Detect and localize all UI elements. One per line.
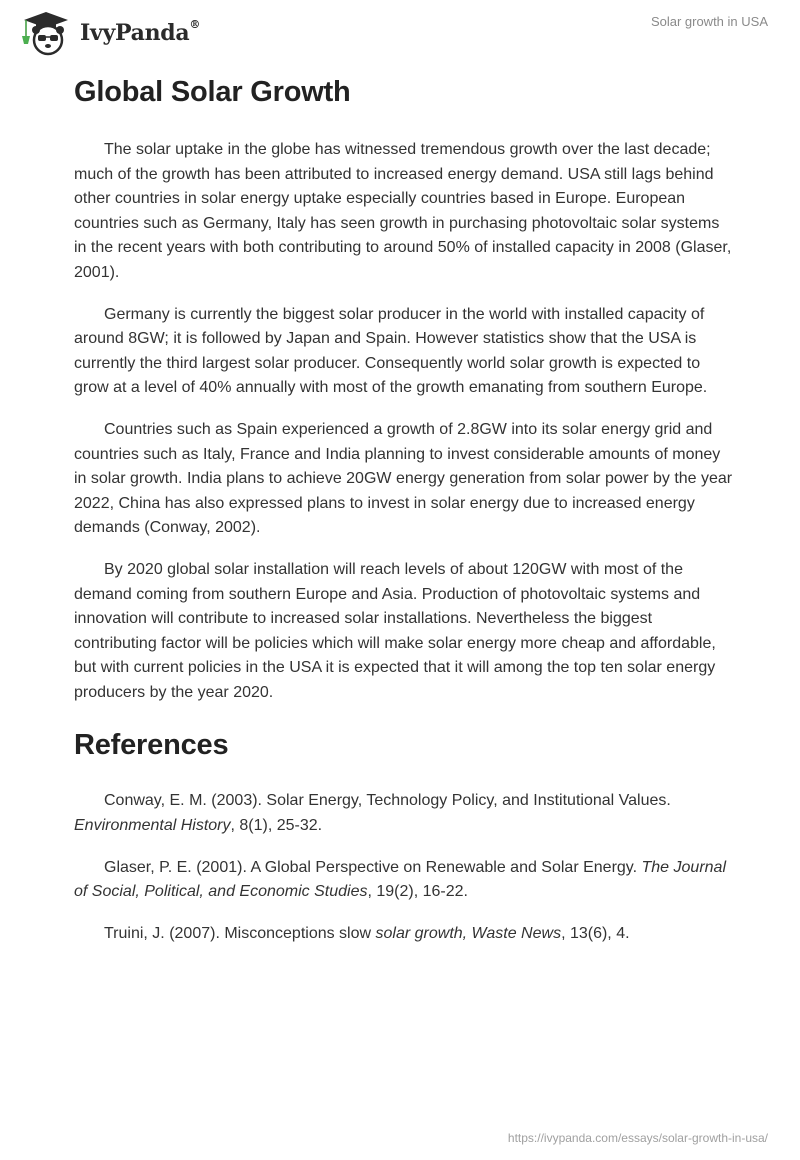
panda-graduate-icon xyxy=(16,10,76,56)
running-title: Solar growth in USA xyxy=(650,14,768,29)
brand-name: IvyPanda® xyxy=(80,18,201,46)
reference-item: Conway, E. M. (2003). Solar Energy, Technology Policy, and Institutional Values. Environmental History, 8(1), 25-32. xyxy=(74,792,671,835)
essay-content xyxy=(74,72,734,963)
body-paragraph: The solar uptake in the globe has witnessed tremendous growth over the last decade; much of the growth has been attributed to increased energy demand. USA still lags behind other countries in solar energy uptake especially countries based in Europe. European countries such as Germany, Italy has seen growth in purchasing photovoltaic solar systems in the recent years with both contributing to around 50% of installed capacity in 2008 (Glaser, 2001). xyxy=(74,141,732,281)
page-title: Global Solar Growth xyxy=(74,76,351,108)
reference-item: Glaser, P. E. (2001). A Global Perspective on Renewable and Solar Energy. The Journal of Social, Political, and Economic Studies, 19(2), 16-22. xyxy=(74,858,726,901)
source-url[interactable]: https://ivypanda.com/essays/solar-growth-in-usa/ xyxy=(507,1131,768,1145)
brand-logo[interactable] xyxy=(16,10,200,56)
reference-item: Truini, J. (2007). Misconceptions slow solar growth, Waste News, 13(6), 4. xyxy=(104,924,630,942)
page-header xyxy=(0,0,800,60)
body-paragraph: By 2020 global solar installation will reach levels of about 120GW with most of the demand coming from southern Europe and Asia. Production of photovoltaic systems and innovation will contribute to increased solar installations. Nevertheless the biggest contributing factor will be policies which will make solar energy more cheap and affordable, but with current policies in the USA it is expected that it will among the top ten solar energy producers by the year 2020. xyxy=(74,560,716,701)
body-paragraph: Germany is currently the biggest solar producer in the world with installed capacity of around 8GW; it is followed by Japan and Spain. However statistics show that the USA is currently the third largest solar producer. Consequently world solar growth is expected to grow at a level of 40% annually with most of the growth emanating from southern Europe. xyxy=(74,305,708,397)
references-heading: References xyxy=(74,729,229,762)
body-paragraph: Countries such as Spain experienced a growth of 2.8GW into its solar energy grid and countries such as Italy, France and India planning to invest considerable amounts of money in solar growth. India plans to achieve 20GW energy generation from solar power by the year 2022, China has also expressed plans to invest in solar energy due to increased energy demands (Conway, 2002). xyxy=(74,420,733,537)
